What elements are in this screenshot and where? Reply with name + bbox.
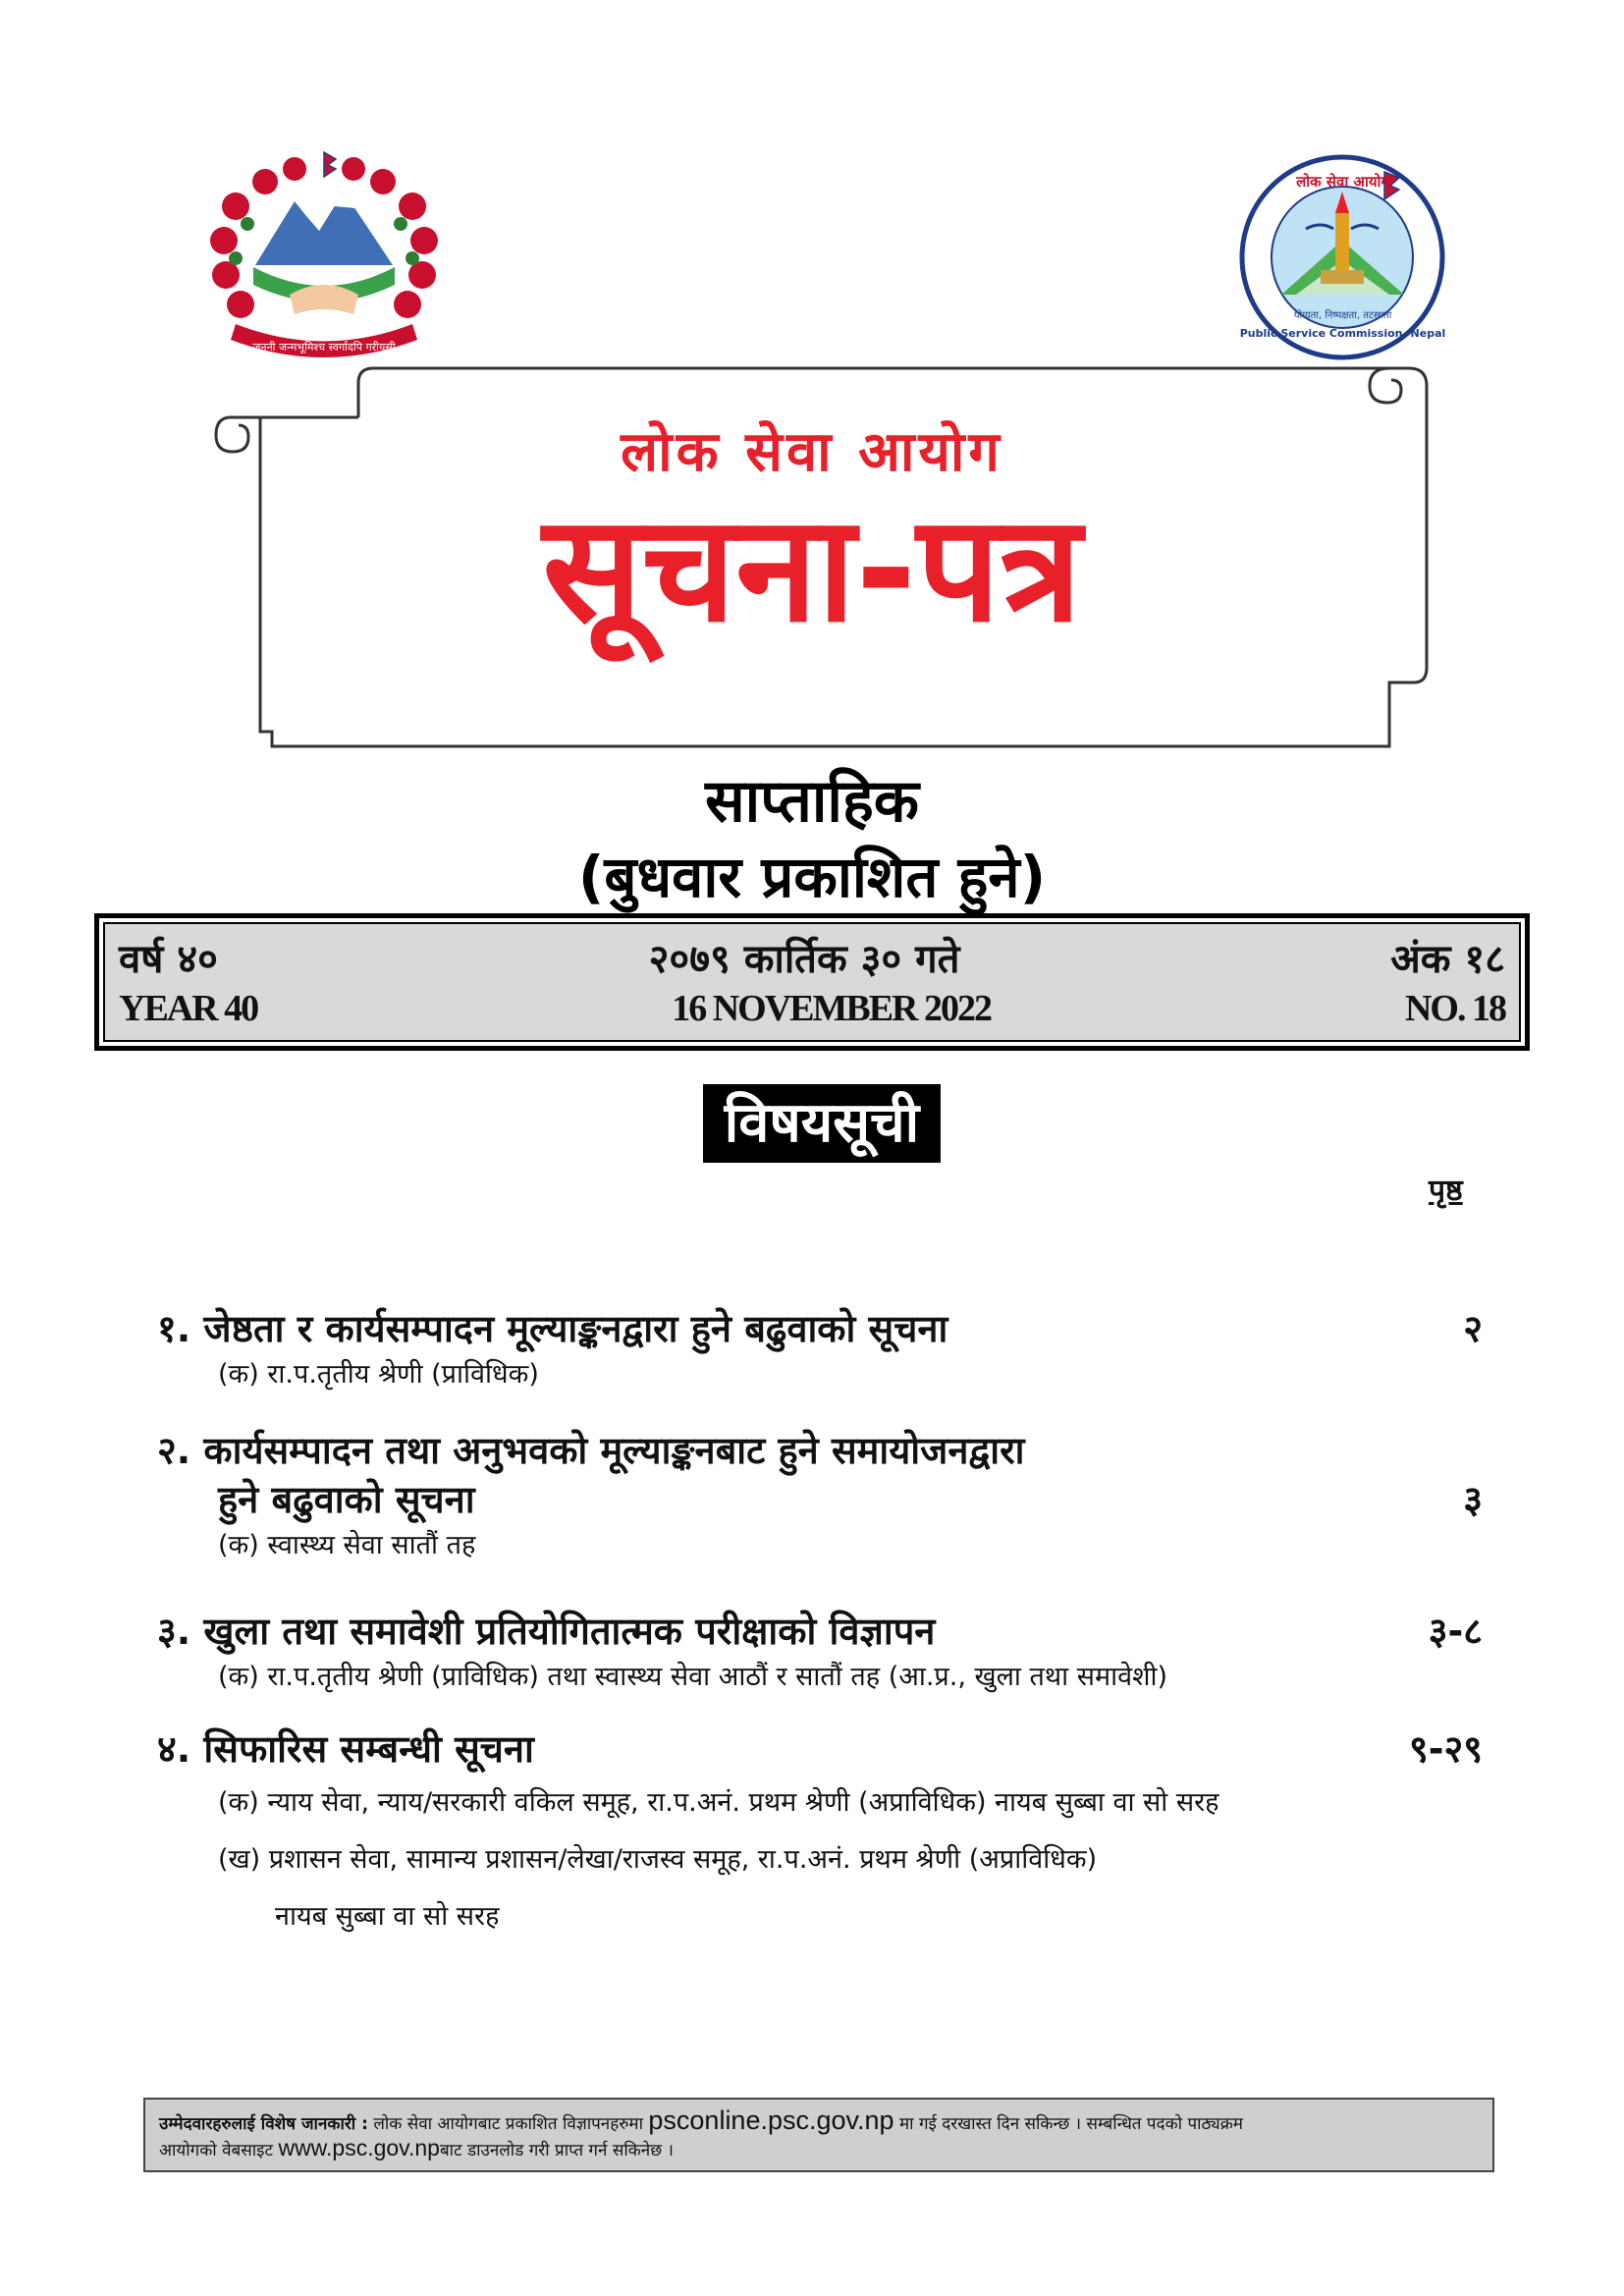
date-np: २०७९ कार्तिक ३० गते xyxy=(648,937,960,982)
issue-info-box xyxy=(94,913,1530,1051)
toc-subitem: (क) स्वास्थ्य सेवा सातौं तह xyxy=(218,1530,476,1560)
date-en: 16 NOVEMBER 2022 xyxy=(672,988,991,1029)
toc-item-title: ३. खुला तथा समावेशी प्रतियोगितात्मक परीक्षाको विज्ञापन xyxy=(157,1610,936,1653)
toc-item-page: ९-२९ xyxy=(1408,1727,1483,1771)
toc-heading: विषयसूची xyxy=(703,1084,941,1163)
toc-item-title: ४. सिफारिस सम्बन्धी सूचना xyxy=(157,1727,534,1771)
org-name: लोक सेवा आयोग xyxy=(621,420,1003,484)
toc-item-title: १. जेष्ठता र कार्यसम्पादन मूल्याङ्कनद्वारा हुने बढुवाको सूचना xyxy=(157,1307,948,1350)
national-emblem-icon xyxy=(196,147,452,373)
year-en: YEAR 40 xyxy=(119,988,258,1029)
toc-item-3[interactable] xyxy=(157,1607,1483,1699)
candidate-notice xyxy=(143,2098,1494,2172)
notice-text-1: लोक सेवा आयोगबाट प्रकाशित विज्ञापनहरुमा xyxy=(373,2114,643,2134)
emblem-motto: जननी जन्मभूमिश्च स्वर्गादपि गरीयसी xyxy=(252,341,396,354)
toc-item-title: २. कार्यसम्पादन तथा अनुभवको मूल्याङ्कनबाट हुने समायोजनद्वारा xyxy=(157,1429,1025,1472)
toc-subitem: (क) रा.प.तृतीय श्रेणी (प्राविधिक) xyxy=(218,1359,539,1390)
psc-logo-icon xyxy=(1237,152,1448,363)
psc-logo-top-text: लोक सेवा आयोग xyxy=(1296,173,1389,191)
toc-item-page: २ xyxy=(1463,1307,1483,1350)
toc-item-title-cont: हुने बढुवाको सूचना xyxy=(218,1478,475,1521)
year-np: वर्ष ४० xyxy=(119,937,218,982)
bulletin-title: सूचना-पत्र xyxy=(542,484,1082,655)
toc-item-1[interactable] xyxy=(157,1304,1483,1396)
psc-website-link[interactable]: www.psc.gov.np xyxy=(278,2135,440,2160)
notice-text-4: बाट डाउनलोड गरी प्राप्त गर्न सकिनेछ । xyxy=(439,2141,674,2160)
notice-text-3: आयोगको वेबसाइट xyxy=(159,2141,274,2160)
issue-np: अंक १८ xyxy=(1390,937,1505,982)
toc-subitem: (क) रा.प.तृतीय श्रेणी (प्राविधिक) तथा स्वास्थ्य सेवा आठौं र सातौं तह (आ.प्र., खुला तथा समावेशी) xyxy=(218,1662,1167,1692)
toc-subitem: (क) न्याय सेवा, न्याय/सरकारी वकिल समूह, रा.प.अनं. प्रथम श्रेणी (अप्राविधिक) नायब सुब्बा वा सो सरह xyxy=(218,1787,1219,1818)
publication-day: (बुधवार प्रकाशित हुने) xyxy=(577,844,1047,910)
toc-item-page: ३-८ xyxy=(1428,1610,1483,1653)
toc-subitem-cont: नायब सुब्बा वा सो सरह xyxy=(275,1901,500,1932)
toc-item-4[interactable] xyxy=(157,1724,1483,1939)
page-column-label: पृष्ठ xyxy=(1429,1174,1463,1208)
notice-label: उम्मेदवारहरुलाई विशेष जानकारी : xyxy=(159,2114,368,2134)
toc-item-page: ३ xyxy=(1463,1478,1483,1521)
psc-logo-english: Public Service Commission, Nepal xyxy=(1239,327,1446,340)
toc-item-2[interactable] xyxy=(157,1426,1483,1567)
toc-subitem: (ख) प्रशासन सेवा, सामान्य प्रशासन/लेखा/राजस्व समूह, रा.प.अनं. प्रथम श्रेणी (अप्राविधिक) xyxy=(218,1844,1098,1875)
psc-logo-tagline: योग्यता, निष्पक्षता, तटस्थता xyxy=(1293,310,1392,321)
issue-en: NO. 18 xyxy=(1404,988,1505,1029)
frequency-label: साप्ताहिक xyxy=(705,767,919,836)
notice-text-2: मा गई दरखास्त दिन सकिन्छ । सम्बन्धित पदको पाठ्यक्रम xyxy=(898,2114,1243,2134)
psconline-link[interactable]: psconline.psc.gov.np xyxy=(648,2105,894,2135)
